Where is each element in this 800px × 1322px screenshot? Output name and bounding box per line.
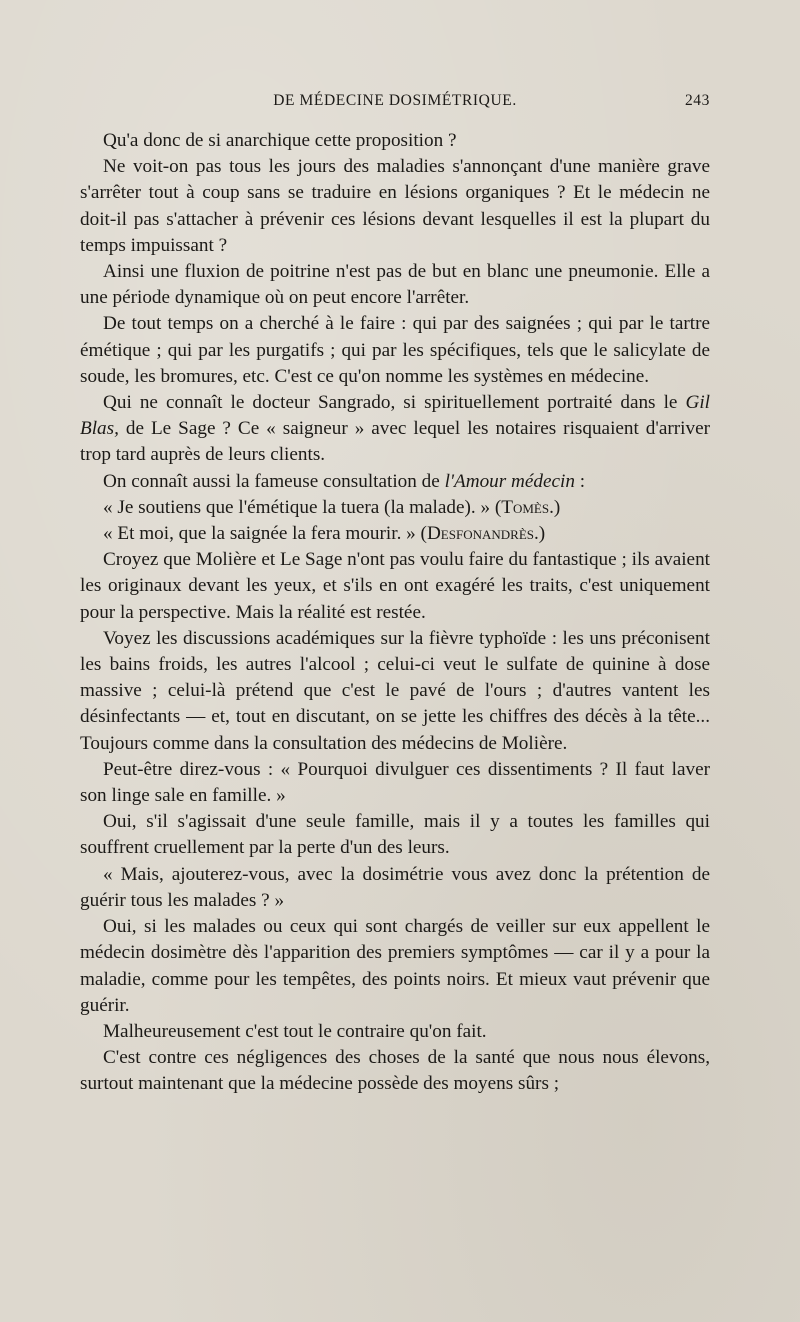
text-run: : xyxy=(574,470,586,492)
speaker-name: Desfonandrès xyxy=(426,523,534,545)
paragraph: Ne voit-on pas tous les jours des maladies s'annonçant d'une manière grave s'arrêter tout à coup sans se traduire en lésions organiques ? Et le médecin ne doit-il pas s'attacher à prévenir ces lésions devant lesquelles il est la plupart du temps impuissant ? xyxy=(80,156,710,256)
quote-text: « Et moi, que la saignée la fera mourir. » ( xyxy=(103,523,427,545)
text-run: de Le Sage ? Ce « saigneur » avec lequel les notaires risquaient d'arriver trop tard auprès de leurs clients. xyxy=(80,418,710,466)
running-header xyxy=(80,92,710,116)
paragraph: Voyez les discussions académiques sur la fièvre typhoïde : les uns préconisent les bains froids, les autres l'alcool ; celui-ci veut le sulfate de quinine à dose massive ; celui-là prétend que c'est le pavé de l'ours ; d'autres vantent les désinfectants — et, tout en discutant, on se jette les chiffres des décès à la tête... Toujours comme dans la consultation des médecins de Molière. xyxy=(80,627,710,754)
text-run: Qui ne connaît le docteur Sangrado, si spirituellement portraité dans le xyxy=(103,392,686,414)
quote-close: .) xyxy=(549,496,561,518)
paragraph: Croyez que Molière et Le Sage n'ont pas voulu faire du fantastique ; ils avaient les originaux devant les yeux, et s'ils en ont exagéré les traits, c'est uniquement pour la perspective. Mais la réalité est restée. xyxy=(80,549,710,623)
play-title-amour-medecin: l'Amour médecin xyxy=(444,470,575,492)
paragraph: Malheureusement c'est tout le contraire qu'on fait. xyxy=(103,1020,487,1042)
page-number: 243 xyxy=(684,92,710,109)
paragraph: Ainsi une fluxion de poitrine n'est pas de but en blanc une pneumonie. Elle a une période dynamique où on peut encore l'arrêter. xyxy=(80,261,710,309)
quote-desfonandres xyxy=(80,521,710,547)
paragraph: Peut-être direz-vous : « Pourquoi divulguer ces dissentiments ? Il faut laver son linge sale en famille. » xyxy=(80,758,710,807)
speaker-name: Tomès xyxy=(501,496,550,518)
paragraph: Qu'a donc de si anarchique cette proposition ? xyxy=(103,130,457,151)
quote-close: .) xyxy=(534,523,546,545)
paragraph: C'est contre ces négligences des choses de la santé que nous nous élevons, surtout maintenant que la médecine possède des moyens sûrs ; xyxy=(80,1047,710,1095)
book-title-gil-blas: Gil Blas, xyxy=(80,392,710,440)
paragraph: Oui, si les malades ou ceux qui sont chargés de veiller sur eux appellent le médecin dosimètre dès l'apparition des premiers symptômes — car il y a pour la maladie, comme pour les tempêtes, des points noirs. Et mieux vaut prévenir que guérir. xyxy=(80,916,710,1016)
body-text xyxy=(80,128,710,1098)
paragraph: De tout temps on a cherché à le faire : qui par des saignées ; qui par le tartre émétique ; qui par les purgatifs ; qui par les spécifiques, tels que le salicylate de soude, les bromures, etc. C'est ce qu'on nomme les systèmes en médecine. xyxy=(80,313,710,387)
text-run: On connaît aussi la fameuse consultation de xyxy=(103,470,445,492)
paragraph-amour-medecin xyxy=(80,469,710,495)
quote-text: « Je soutiens que l'émétique la tuera (la malade). » ( xyxy=(103,496,502,518)
paragraph: Oui, s'il s'agissait d'une seule famille, mais il y a toutes les familles qui souffrent cruellement par la perte d'un des leurs. xyxy=(80,811,710,859)
paragraph-sangrado xyxy=(80,390,710,469)
paragraph: « Mais, ajouterez-vous, avec la dosimétrie vous avez donc la prétention de guérir tous les malades ? » xyxy=(80,863,710,911)
quote-tomes xyxy=(80,495,710,521)
running-title: DE MÉDECINE DOSIMÉTRIQUE. xyxy=(273,92,517,109)
book-page xyxy=(80,92,710,1098)
